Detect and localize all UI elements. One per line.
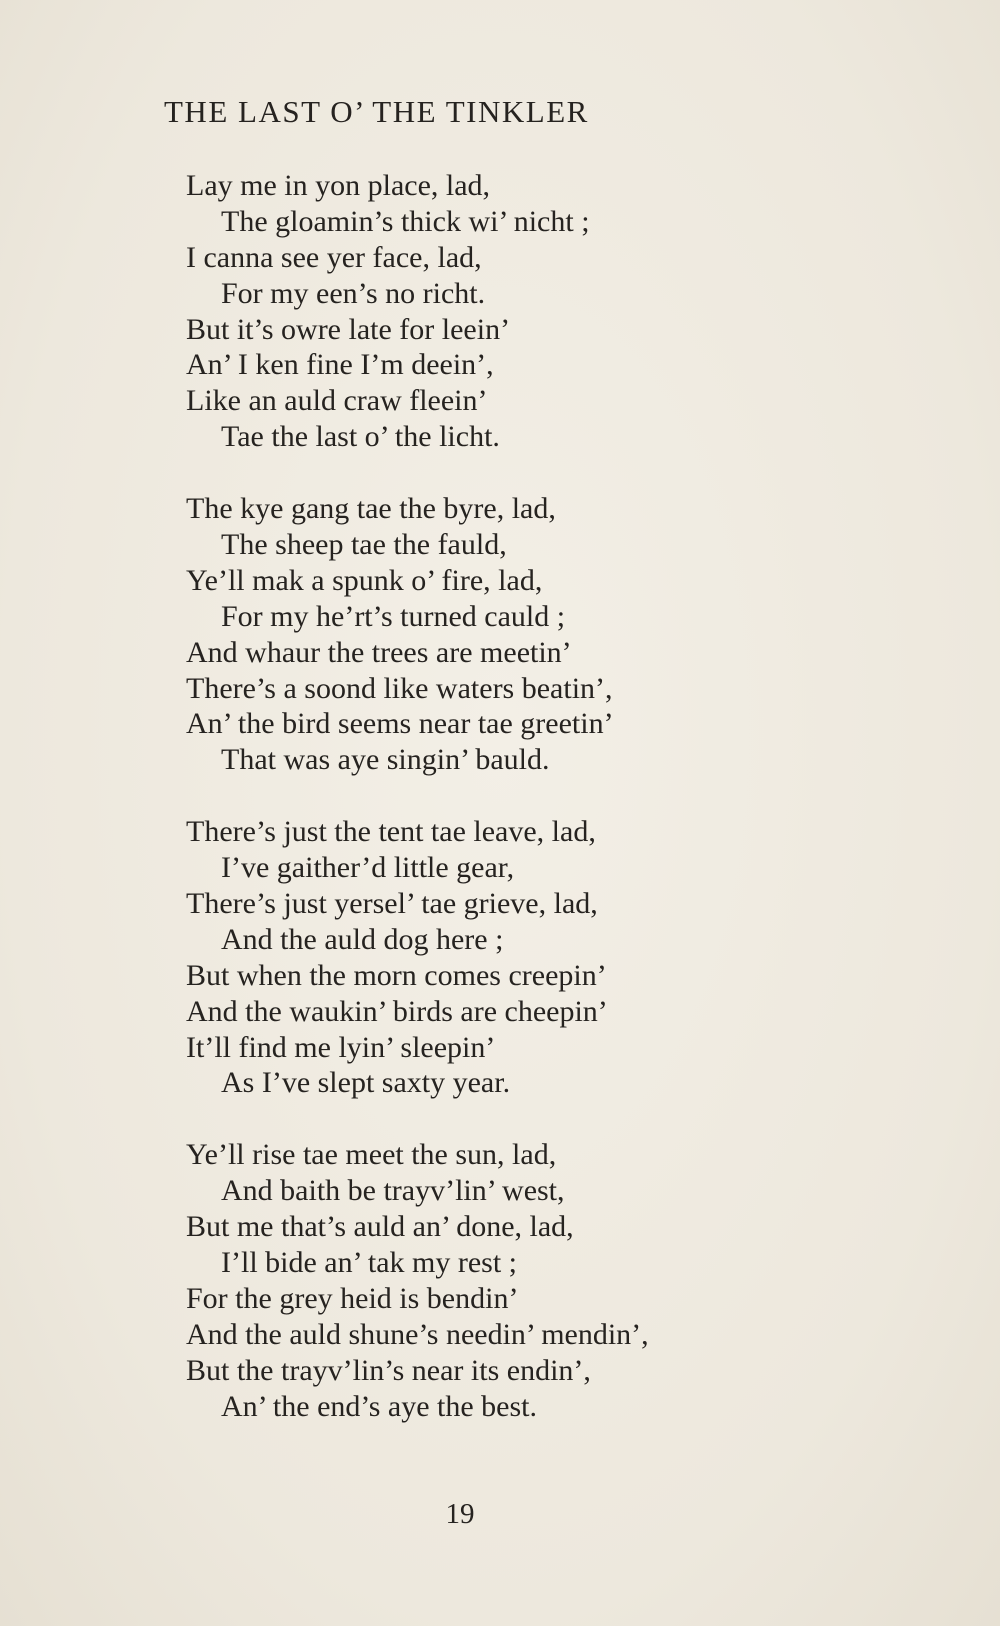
poem-line: But me that’s auld an’ done, lad,: [186, 1210, 574, 1244]
poem-line: There’s a soond like waters beatin’,: [186, 671, 613, 705]
poem-line: As I’ve slept saxty year.: [221, 1066, 511, 1100]
stanza: [186, 1137, 966, 1424]
poem-title: THE LAST O’ THE TINKLER: [164, 94, 589, 129]
poem-line: For my een’s no richt.: [221, 276, 486, 310]
poem-line: I’ll bide an’ tak my rest ;: [221, 1246, 518, 1280]
poem-line: But it’s owre late for leein’: [186, 312, 511, 346]
poem-line: And the auld dog here ;: [221, 922, 504, 956]
poem-line: An’ the bird seems near tae greetin’: [186, 707, 614, 741]
poem-line: And the waukin’ birds are cheepin’: [186, 994, 608, 1028]
poem-line: I canna see yer face, lad,: [186, 240, 482, 274]
poem-line: And baith be trayv’lin’ west,: [221, 1174, 565, 1208]
poem-line: For the grey heid is bendin’: [186, 1281, 519, 1315]
poem-line: And the auld shune’s needin’ mendin’,: [186, 1317, 649, 1351]
page-number: 19: [445, 1498, 475, 1530]
poem-line: There’s just yersel’ tae grieve, lad,: [186, 887, 598, 921]
poem-line: Ye’ll mak a spunk o’ fire, lad,: [186, 563, 543, 597]
poem-line: There’s just the tent tae leave, lad,: [186, 815, 596, 849]
stanza: [186, 814, 966, 1101]
stanza: [186, 168, 966, 455]
poem-line: But the trayv’lin’s near its endin’,: [186, 1353, 591, 1387]
poem-line: I’ve gaither’d little gear,: [221, 851, 515, 885]
stanza: [186, 491, 966, 778]
poem-line: An’ the end’s aye the best.: [221, 1389, 538, 1423]
poem-line: Lay me in yon place, lad,: [186, 169, 491, 202]
poem-line: For my he’rt’s turned cauld ;: [221, 599, 566, 633]
poem-line: But when the morn comes creepin’: [186, 958, 607, 992]
poem-line: Like an auld craw fleein’: [186, 384, 488, 418]
poem-line: The kye gang tae the byre, lad,: [186, 492, 556, 526]
poem-body: [186, 168, 966, 1461]
poem-line: The gloamin’s thick wi’ nicht ;: [221, 204, 590, 238]
poem-line: That was aye singin’ bauld.: [221, 743, 550, 777]
poem-line: It’ll find me lyin’ sleepin’: [186, 1030, 496, 1064]
poem-line: Tae the last o’ the licht.: [221, 420, 500, 454]
poem-line: An’ I ken fine I’m deein’,: [186, 348, 494, 382]
poem-line: The sheep tae the fauld,: [221, 528, 507, 562]
poem-line: And whaur the trees are meetin’: [186, 635, 572, 669]
poem-line: Ye’ll rise tae meet the sun, lad,: [186, 1138, 557, 1172]
